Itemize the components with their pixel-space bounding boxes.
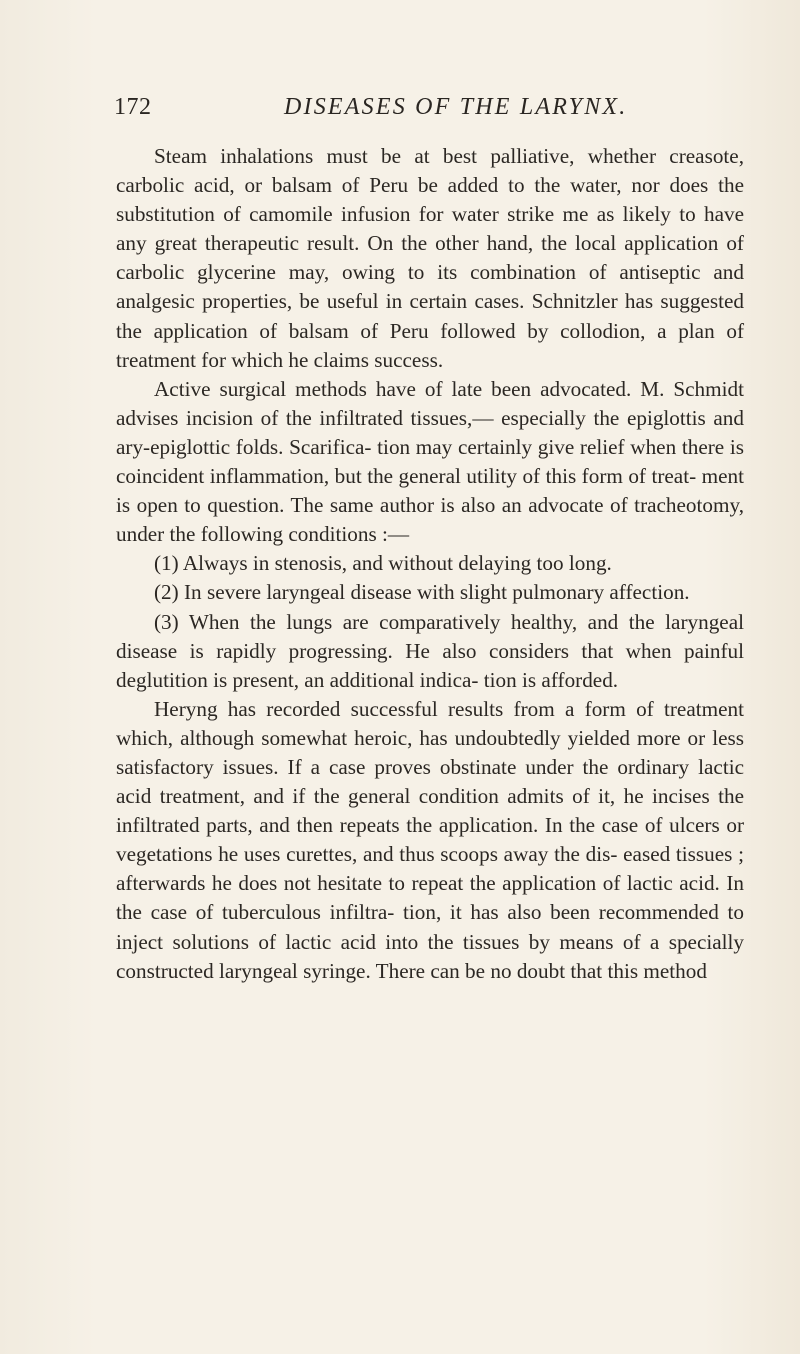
page-header — [114, 94, 734, 126]
condition-item-1: (1) Always in stenosis, and without delaying too long. — [154, 551, 612, 576]
body-text — [116, 142, 744, 986]
paragraph-steam-inhalations: Steam inhalations must be at best palliative, whether creasote, carbolic acid, or balsam of Peru be added to the water, nor does the substitution of camomile infusion for water strike me as likely to have any great therapeutic result. On the other hand, the local application of carbolic glycerine may, owing to its combination of antiseptic and analgesic properties, be useful in certain cases. Schnitzler has suggested the application of balsam of Peru followed by collodion, a plan of treatment for which he claims success. — [116, 144, 744, 372]
condition-item-2: (2) In severe laryngeal disease with slight pulmonary affection. — [154, 580, 690, 605]
page-number: 172 — [114, 94, 152, 120]
paragraph-heryng-treatment: Heryng has recorded successful results from a form of treatment which, although somewhat heroic, has undoubtedly yielded more or less satisfactory issues. If a case proves obstinate under the ordinary lactic acid treatment, and if the general condition admits of it, he incises the infiltrated parts, and then repeats the application. In the case of ulcers or vegetations he uses curettes, and thus scoops away the dis- eased tissues ; afterwards he does not hesitate to repeat the application of lactic acid. In the case of tuberculous infiltra- tion, it has also been recommended to inject solutions of lactic acid into the tissues by means of a specially constructed laryngeal syringe. There can be no doubt that this method — [116, 696, 744, 983]
condition-item-3: (3) When the lungs are comparatively healthy, and the laryngeal disease is rapidly progressing. He also considers that when painful deglutition is present, an additional indica- tion is afforded. — [116, 609, 744, 692]
paragraph-active-surgical-methods: Active surgical methods have of late been advocated. M. Schmidt advises incision of the infiltrated tissues,— especially the epiglottis and ary-epiglottic folds. Scarifica- tion may certainly give relief when there is coincident inflammation, but the general utility of this form of treat- ment is open to question. The same author is also an advocate of tracheotomy, under the following conditions :— — [116, 376, 744, 547]
running-title: DISEASES OF THE LARYNX. — [284, 94, 628, 120]
